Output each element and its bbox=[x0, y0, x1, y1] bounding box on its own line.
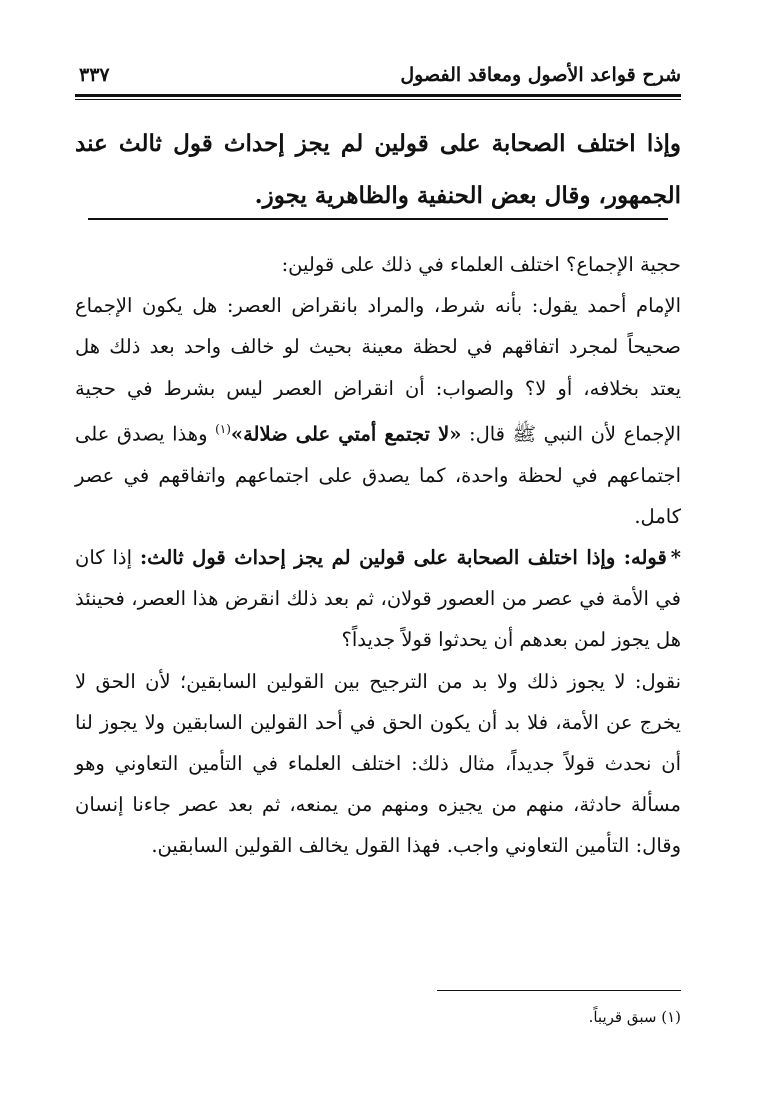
commentary bbox=[75, 244, 681, 867]
hadith-quote: «لا تجتمع أمتي على ضلالة» bbox=[230, 422, 462, 446]
paragraph-2-text: الإمام أحمد يقول: بأنه شرط، والمراد بانقراض العصر: هل يكون الإجماع صحيحاً لمجرد اتفاقهم في لحظة معينة بحيث لو خالف واحد بعد ذلك هل يعتد بخلافه، أو لا؟ والصواب: أن انقراض العصر ليس بشرط في حجية الإجماع لأن النبي ﷺ قال: bbox=[75, 294, 682, 446]
header-rule-thin bbox=[75, 99, 681, 100]
footnote-reference[interactable]: (١) bbox=[215, 421, 231, 436]
running-header bbox=[75, 62, 681, 92]
footnote bbox=[281, 1008, 681, 1026]
matn-separator bbox=[88, 218, 668, 220]
quoted-matn-lead: قوله: وإذا اختلف الصحابة على قولين لم يجز إحداث قول ثالث: bbox=[139, 545, 667, 569]
commentary-paragraph-4: نقول: لا يجوز ذلك ولا بد من الترجيح بين القولين السابقين؛ لأن الحق لا يخرج عن الأمة، فلا بد أن يكون الحق في أحد القولين السابقين ولا يجوز لنا أن نحدث قولاً جديداً، مثال ذلك: اختلف العلماء في التأمين التعاوني وهو مسألة حادثة، منهم من يجيزه ومنهم من يمنعه، ثم بعد عصر جاءنا إنسان وقال: التأمين التعاوني واجب. فهذا القول يخالف القولين السابقين. bbox=[75, 669, 681, 858]
footnote-marker: (١) bbox=[661, 1008, 681, 1026]
commentary-paragraph-1: حجية الإجماع؟ اختلف العلماء في ذلك على قولين: bbox=[281, 253, 681, 276]
footnote-separator bbox=[437, 990, 681, 991]
matn-text: وإذا اختلف الصحابة على قولين لم يجز إحداث قول ثالث عند الجمهور، وقال بعض الحنفية والظاهرية يجوز. bbox=[75, 130, 681, 209]
paragraph-2-continuation: وهذا يصدق على اجتماعهم في لحظة واحدة، كما يصدق على اجتماعهم واتفاقهم في عصر كامل. bbox=[75, 422, 681, 528]
footnote-text: سبق قريباً. bbox=[588, 1008, 657, 1026]
header-rule-thick bbox=[75, 94, 681, 97]
paragraph-3-body: إذا كان في الأمة في عصر من العصور قولان، ثم بعد ذلك انقرض هذا العصر، فحينئذ هل يجوز لمن بعدهم أن يحدثوا قولاً جديداً؟ bbox=[75, 545, 681, 652]
asterisk-marker: * bbox=[670, 545, 681, 569]
commentary-paragraph-3 bbox=[75, 537, 681, 661]
page-number: ٣٣٧ bbox=[79, 64, 110, 86]
running-title: شرح قواعد الأصول ومعاقد الفصول bbox=[400, 64, 681, 86]
commentary-paragraph-2 bbox=[75, 285, 681, 537]
